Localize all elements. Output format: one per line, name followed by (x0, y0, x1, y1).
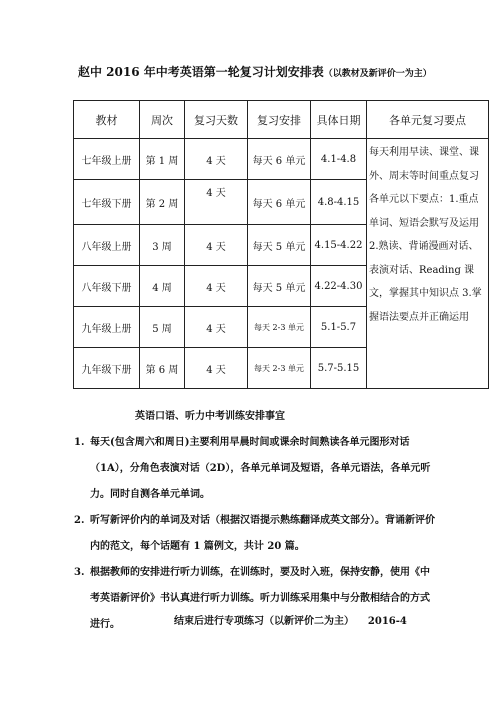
cell-arrangement: 每天 6 单元 (248, 180, 311, 225)
header-week: 周次 (140, 101, 185, 139)
cell-textbook: 七年级下册 (74, 180, 140, 225)
cell-textbook: 九年级下册 (74, 348, 140, 389)
item-text: 每天(包含周六和周日)主要利用早晨时间或课余时间熟读各单元图形对话（1A），分角色表演对话（2D），各单元单词及短语，各单元语法，各单元听力。同时自测各单元单词。 (90, 437, 431, 500)
cell-textbook: 八年级下册 (74, 266, 140, 307)
table-header-row (74, 101, 489, 139)
cell-days: 4 天 (185, 225, 248, 266)
cell-arrangement: 每天 6 单元 (248, 139, 311, 180)
cell-days: 4 天 (185, 180, 248, 225)
cell-days: 4 天 (185, 266, 248, 307)
header-textbook: 教材 (74, 101, 140, 139)
cell-week: 3 周 (140, 225, 185, 266)
cell-dates: 5.7-5.15 (311, 348, 367, 389)
cell-arrangement: 每天 2-3 单元 (248, 348, 311, 389)
footer-note: 结束后进行专项练习（以新评价二为主） 2016-4 (174, 616, 407, 627)
header-days: 复习天数 (185, 101, 248, 139)
cell-dates: 5.1-5.7 (311, 307, 367, 348)
cell-week: 5 周 (140, 307, 185, 348)
cell-dates: 4.1-4.8 (311, 139, 367, 180)
cell-days: 4 天 (185, 348, 248, 389)
cell-days: 4 天 (185, 307, 248, 348)
table-row (74, 139, 489, 180)
cell-days: 4 天 (185, 139, 248, 180)
cell-week: 第 2 周 (140, 180, 185, 225)
title-sub: （以教材及新评价一为主） (323, 69, 432, 79)
schedule-table (73, 100, 489, 389)
cell-week: 第 1 周 (140, 139, 185, 180)
cell-week: 第 6 周 (140, 348, 185, 389)
cell-dates: 4.15-4.22 (311, 225, 367, 266)
item-number: 2. (74, 515, 85, 526)
item-number: 1. (74, 437, 85, 448)
plan-list (60, 430, 436, 638)
header-arrangement: 复习安排 (248, 101, 311, 139)
list-item (60, 430, 436, 508)
cell-week: 4 周 (140, 266, 185, 307)
section-title: 英语口语、听力中考训练安排事宜 (135, 411, 285, 422)
item-text: 听写新评价内的单词及对话（根据汉语提示熟练翻译成英文部分）。背诵新评价内的范文，每个话题有 1 篇例文，共计 20 篇。 (90, 515, 435, 552)
cell-textbook: 七年级上册 (74, 139, 140, 180)
cell-textbook: 八年级上册 (74, 225, 140, 266)
cell-textbook: 九年级上册 (74, 307, 140, 348)
cell-arrangement: 每天 5 单元 (248, 225, 311, 266)
page-title (78, 64, 438, 82)
cell-dates: 4.22-4.30 (311, 266, 367, 307)
title-main: 赵中 2016 年中考英语第一轮复习计划安排表 (78, 65, 324, 79)
cell-arrangement: 每天 2-3 单元 (248, 307, 311, 348)
cell-review-notes: 每天利用早读、课堂、课外、周末等时间重点复习各单元以下要点：1.重点单词、短语会默写及运用 2.熟读、背诵漫画对话、表演对话、Reading 课文，掌握其中知识点 3.掌握语法要点并正确运用 (367, 139, 489, 389)
header-notes: 各单元复习要点 (367, 101, 489, 139)
cell-arrangement: 每天 5 单元 (248, 266, 311, 307)
list-item (60, 508, 436, 560)
cell-dates: 4.8-4.15 (311, 180, 367, 225)
header-dates: 具体日期 (311, 101, 367, 139)
item-text: 根据教师的安排进行听力训练，在训练时，要及时入班，保持安静，使用《中考英语新评价》书认真进行听力训练。听力训练采用集中与分散相结合的方式进行。 (90, 567, 430, 630)
item-number: 3. (74, 567, 85, 578)
